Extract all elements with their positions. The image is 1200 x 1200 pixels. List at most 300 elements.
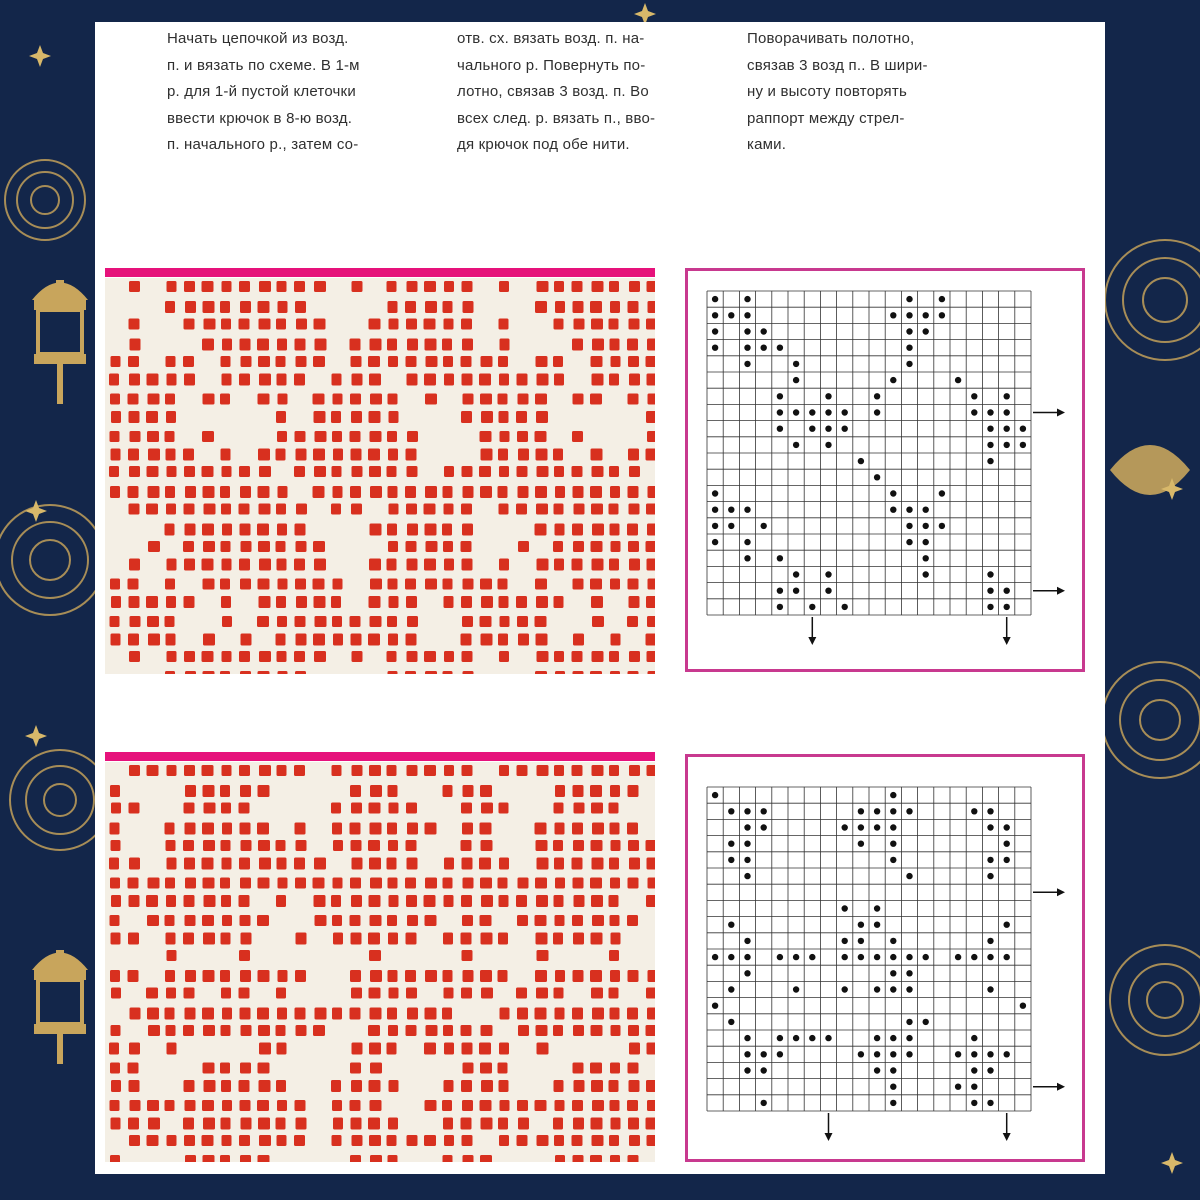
mesh-hole	[239, 281, 250, 292]
mesh-hole	[387, 1008, 397, 1020]
mesh-hole	[554, 858, 564, 870]
chart-dot	[858, 954, 864, 960]
mesh-hole	[648, 970, 656, 982]
mesh-hole	[167, 559, 177, 571]
mesh-hole	[277, 858, 287, 870]
mesh-hole	[480, 785, 492, 797]
mesh-hole	[535, 486, 547, 498]
mesh-hole	[406, 504, 417, 515]
mesh-hole	[111, 1025, 121, 1036]
mesh-hole	[574, 803, 585, 814]
mesh-hole	[462, 950, 473, 961]
mesh-hole	[276, 411, 286, 423]
chart-dot	[858, 841, 864, 847]
mesh-hole	[240, 524, 251, 536]
mesh-hole	[167, 651, 177, 662]
mesh-hole	[463, 970, 474, 982]
mesh-hole	[647, 339, 655, 351]
chart-dot	[712, 954, 718, 960]
mesh-hole	[628, 878, 639, 889]
chart-dot	[923, 523, 929, 529]
mesh-hole	[553, 840, 563, 851]
chart-dot	[987, 1100, 993, 1106]
mesh-hole	[129, 858, 140, 870]
mesh-hole	[128, 449, 139, 461]
mesh-hole	[221, 803, 231, 814]
chart-dot	[793, 442, 799, 448]
mesh-hole	[443, 301, 453, 313]
mesh-hole	[425, 878, 437, 889]
mesh-hole	[536, 504, 548, 515]
mesh-hole	[185, 1100, 196, 1111]
mesh-hole	[352, 466, 363, 477]
mesh-hole	[240, 301, 251, 313]
mesh-hole	[463, 579, 474, 590]
mesh-hole	[535, 878, 547, 889]
arrow-down-icon	[1003, 637, 1011, 645]
mesh-hole	[461, 988, 472, 999]
mesh-hole	[442, 1100, 452, 1111]
mesh-hole	[573, 970, 584, 982]
mesh-hole	[146, 504, 158, 515]
chart-dot	[825, 1035, 831, 1041]
mesh-hole	[277, 1100, 287, 1111]
mesh-hole	[166, 933, 176, 945]
chart-dot	[923, 312, 929, 318]
mesh-hole	[609, 374, 619, 386]
mesh-hole	[241, 356, 252, 367]
chart-dot	[955, 1051, 961, 1057]
chart-dot	[971, 808, 977, 814]
mesh-hole	[313, 486, 325, 498]
mesh-hole	[129, 1080, 140, 1092]
mesh-hole	[370, 1100, 382, 1111]
mesh-hole	[258, 878, 270, 889]
chart-dot	[728, 986, 734, 992]
mesh-hole	[629, 651, 640, 662]
chart-dot	[728, 922, 734, 928]
mesh-hole	[368, 356, 380, 367]
mesh-hole	[518, 449, 529, 461]
chart-dot	[744, 873, 750, 879]
chart-dot	[906, 1019, 912, 1025]
mesh-hole	[443, 878, 453, 889]
mesh-hole	[185, 823, 196, 835]
mesh-hole	[295, 339, 306, 351]
mesh-hole	[480, 579, 492, 590]
mesh-hole	[646, 411, 655, 423]
mesh-hole	[498, 878, 508, 889]
mesh-hole	[590, 878, 602, 889]
mesh-hole	[573, 785, 584, 797]
mesh-hole	[148, 486, 160, 498]
chart-dot	[890, 970, 896, 976]
mesh-hole	[463, 301, 474, 313]
mesh-hole	[572, 559, 583, 571]
mesh-hole	[315, 431, 327, 442]
mesh-hole	[444, 651, 454, 662]
mesh-hole	[480, 1063, 492, 1074]
mesh-hole	[239, 858, 250, 870]
chart-dot	[890, 490, 896, 496]
chart-dot	[793, 954, 799, 960]
mesh-hole	[220, 878, 230, 889]
mesh-hole	[609, 559, 619, 571]
mesh-hole	[111, 933, 121, 945]
mesh-hole	[627, 524, 638, 536]
chart-dot	[971, 409, 977, 415]
mesh-hole	[387, 651, 397, 662]
mesh-hole	[203, 878, 215, 889]
mesh-hole	[258, 1118, 270, 1130]
mesh-hole	[537, 1043, 549, 1055]
chart-dot	[809, 604, 815, 610]
mesh-hole	[295, 970, 306, 982]
mesh-hole	[555, 915, 565, 926]
mesh-hole	[185, 486, 196, 498]
chart-dot	[793, 588, 799, 594]
mesh-hole	[629, 504, 640, 515]
chart-dot	[987, 442, 993, 448]
mesh-hole	[147, 1100, 159, 1111]
mesh-hole	[442, 524, 452, 536]
arrow-down-icon	[808, 637, 816, 645]
mesh-hole	[129, 596, 140, 608]
mesh-hole	[129, 765, 140, 776]
mesh-hole	[609, 988, 619, 999]
mesh-hole	[167, 281, 177, 292]
mesh-hole	[591, 449, 603, 461]
mesh-hole	[388, 671, 398, 674]
mesh-hole	[111, 988, 121, 999]
chart-dot	[1004, 409, 1010, 415]
mesh-hole	[314, 858, 326, 870]
mesh-hole	[463, 878, 474, 889]
mesh-hole	[148, 634, 160, 646]
chart-dot	[923, 328, 929, 334]
mesh-hole	[517, 616, 528, 627]
mesh-hole	[443, 1155, 453, 1162]
mesh-hole	[461, 895, 472, 907]
chart-dot	[906, 296, 912, 302]
chart-dot	[858, 922, 864, 928]
mesh-hole	[332, 823, 342, 835]
mesh-hole	[444, 504, 454, 515]
mesh-hole	[591, 840, 603, 851]
mesh-hole	[331, 411, 341, 423]
mesh-hole	[500, 431, 510, 442]
mesh-hole	[130, 431, 141, 442]
mesh-hole	[387, 765, 397, 776]
mesh-hole	[629, 1080, 640, 1092]
mesh-hole	[591, 1080, 603, 1092]
mesh-hole	[165, 878, 175, 889]
chart-dot	[793, 409, 799, 415]
mesh-hole	[296, 933, 307, 945]
mesh-hole	[481, 803, 493, 814]
mesh-hole	[165, 394, 175, 405]
mesh-hole	[480, 394, 492, 405]
mesh-hole	[222, 559, 232, 571]
mesh-hole	[555, 1100, 565, 1111]
mesh-hole	[370, 915, 382, 926]
mesh-hole	[555, 486, 565, 498]
mesh-hole	[609, 281, 619, 292]
stitch-chart-1	[688, 271, 1082, 669]
mesh-hole	[276, 356, 286, 367]
mesh-hole	[351, 803, 362, 814]
mesh-hole	[257, 616, 269, 627]
mesh-hole	[647, 1100, 655, 1111]
mesh-hole	[407, 823, 418, 835]
mesh-hole	[259, 559, 271, 571]
mesh-hole	[167, 950, 177, 961]
chart-dot	[1004, 954, 1010, 960]
mesh-hole	[296, 1025, 307, 1036]
mesh-hole	[425, 1008, 437, 1020]
mesh-hole	[554, 651, 564, 662]
mesh-hole	[239, 950, 250, 961]
mesh-hole	[165, 579, 175, 590]
chart-dot	[728, 857, 734, 863]
chart-dot	[987, 808, 993, 814]
mesh-hole	[296, 1118, 307, 1130]
mesh-hole	[296, 596, 307, 608]
chart-dot	[744, 539, 750, 545]
mesh-hole	[517, 466, 528, 477]
mesh-hole	[222, 765, 232, 776]
mesh-hole	[202, 1008, 214, 1020]
mesh-hole	[388, 634, 398, 646]
chart-frame-1	[685, 268, 1085, 672]
mesh-hole	[516, 411, 527, 423]
mesh-hole	[424, 1043, 436, 1055]
mesh-hole	[259, 596, 271, 608]
mesh-hole	[647, 431, 655, 442]
mesh-hole	[129, 281, 140, 292]
mesh-hole	[129, 374, 140, 386]
mesh-hole	[444, 596, 454, 608]
mandala-right-bottom	[1110, 945, 1200, 1055]
chart-dot	[793, 1035, 799, 1041]
mesh-hole	[610, 339, 620, 351]
mesh-hole	[628, 1025, 639, 1036]
mesh-hole	[295, 579, 306, 590]
mesh-hole	[388, 356, 398, 367]
mesh-hole	[627, 1008, 638, 1020]
mesh-hole	[628, 671, 639, 674]
mesh-hole	[555, 970, 565, 982]
mesh-hole	[239, 559, 250, 571]
mesh-hole	[648, 394, 656, 405]
mesh-hole	[406, 1025, 417, 1036]
mesh-hole	[388, 785, 398, 797]
mesh-hole	[221, 1080, 231, 1092]
mesh-hole	[296, 504, 307, 515]
chart-dot	[761, 1051, 767, 1057]
mesh-hole	[222, 616, 232, 627]
mesh-hole	[590, 970, 602, 982]
chart-dot	[1004, 1051, 1010, 1057]
mesh-hole	[407, 431, 418, 442]
chart-dot	[890, 808, 896, 814]
chart-dot	[906, 345, 912, 351]
mesh-hole	[111, 895, 121, 907]
mesh-hole	[610, 301, 620, 313]
mesh-hole	[628, 1118, 639, 1130]
chart-grid	[707, 291, 1031, 615]
mesh-hole	[461, 933, 472, 945]
mesh-hole	[406, 803, 417, 814]
mesh-hole	[331, 803, 341, 814]
lantern-left-top	[32, 280, 88, 404]
mesh-hole	[388, 394, 398, 405]
chart-dot	[890, 954, 896, 960]
mesh-hole	[609, 765, 619, 776]
mesh-hole	[276, 596, 286, 608]
mesh-hole	[590, 394, 602, 405]
mesh-hole	[442, 339, 452, 351]
mesh-hole	[591, 895, 603, 907]
mesh-hole	[462, 374, 473, 386]
mesh-hole	[461, 504, 472, 515]
chart-dot	[712, 345, 718, 351]
mesh-hole	[611, 1118, 621, 1130]
mesh-hole	[222, 915, 232, 926]
mesh-hole	[480, 431, 492, 442]
mesh-hole	[222, 339, 232, 351]
mesh-hole	[203, 1155, 215, 1162]
mesh-hole	[573, 933, 584, 945]
mesh-hole	[110, 486, 120, 498]
mesh-hole	[278, 878, 288, 889]
mesh-hole	[610, 579, 620, 590]
mesh-hole	[590, 579, 602, 590]
mesh-hole	[165, 823, 175, 835]
mesh-hole	[222, 858, 232, 870]
mesh-hole	[259, 858, 271, 870]
mesh-hole	[537, 651, 549, 662]
mesh-hole	[387, 431, 397, 442]
mesh-hole	[352, 1135, 363, 1146]
chart-dot	[744, 1035, 750, 1041]
mesh-hole	[314, 895, 326, 907]
mesh-hole	[389, 596, 399, 608]
mesh-hole	[499, 374, 509, 386]
mesh-hole	[368, 840, 380, 851]
mesh-hole	[572, 915, 583, 926]
mesh-hole	[444, 1135, 454, 1146]
mesh-hole	[183, 1025, 194, 1036]
mesh-hole	[572, 524, 583, 536]
mesh-hole	[590, 671, 602, 674]
chart-dot	[1004, 922, 1010, 928]
mesh-hole	[147, 431, 159, 442]
mesh-hole	[388, 878, 398, 889]
mesh-hole	[406, 596, 417, 608]
mesh-hole	[461, 541, 472, 552]
mesh-hole	[352, 374, 363, 386]
mesh-hole	[590, 1155, 602, 1162]
mesh-hole	[590, 301, 602, 313]
mesh-hole	[351, 504, 362, 515]
mesh-hole	[202, 1100, 214, 1111]
mesh-hole	[480, 970, 492, 982]
mesh-hole	[276, 504, 286, 515]
chart-dot	[777, 1035, 783, 1041]
mesh-hole	[222, 281, 232, 292]
chart-dot	[761, 824, 767, 830]
mesh-hole	[610, 1155, 620, 1162]
mesh-hole	[646, 596, 655, 608]
mesh-hole	[333, 394, 343, 405]
mesh-hole	[369, 374, 381, 386]
mesh-hole	[388, 541, 398, 552]
mesh-hole	[573, 634, 584, 646]
mesh-hole	[351, 634, 362, 646]
mesh-hole	[221, 1118, 231, 1130]
mesh-hole	[647, 858, 656, 870]
mesh-hole	[646, 1080, 655, 1092]
mesh-hole	[239, 504, 250, 515]
mesh-hole	[110, 915, 120, 926]
mesh-hole	[480, 878, 492, 889]
mesh-hole	[166, 1025, 176, 1036]
mesh-hole	[572, 1008, 583, 1020]
mesh-hole	[444, 1080, 454, 1092]
chart-dot	[728, 808, 734, 814]
mesh-hole	[425, 486, 437, 498]
mesh-hole	[220, 1155, 230, 1162]
mesh-hole	[258, 1025, 270, 1036]
mesh-hole	[610, 785, 620, 797]
mesh-hole	[111, 449, 121, 461]
mesh-hole	[389, 895, 399, 907]
mesh-hole	[535, 616, 547, 627]
mesh-hole	[611, 933, 621, 945]
chart-dot	[906, 986, 912, 992]
mesh-hole	[387, 466, 397, 477]
chart-dot	[712, 296, 718, 302]
mesh-hole	[646, 541, 656, 552]
mesh-hole	[277, 281, 287, 292]
mesh-hole	[110, 616, 120, 627]
chart-dot	[858, 938, 864, 944]
mandala-left-top	[5, 160, 85, 240]
mesh-hole	[500, 339, 510, 351]
mesh-hole	[111, 1080, 121, 1092]
mesh-hole	[110, 785, 120, 797]
mesh-hole	[426, 1025, 438, 1036]
mesh-hole	[220, 970, 230, 982]
mesh-hole	[591, 803, 603, 814]
mesh-hole	[276, 840, 286, 851]
mesh-hole	[129, 319, 140, 330]
mesh-hole	[220, 301, 230, 313]
mesh-hole	[572, 466, 583, 477]
mesh-hole	[592, 858, 604, 870]
mesh-hole	[258, 1063, 270, 1074]
mesh-hole	[277, 374, 287, 386]
mesh-hole	[648, 878, 656, 889]
chart-dot	[761, 808, 767, 814]
mesh-hole	[204, 504, 216, 515]
chart-dot	[890, 1100, 896, 1106]
chart-dot	[744, 312, 750, 318]
mesh-hole	[443, 785, 453, 797]
chart-dot	[890, 507, 896, 513]
mesh-hole	[350, 1063, 361, 1074]
